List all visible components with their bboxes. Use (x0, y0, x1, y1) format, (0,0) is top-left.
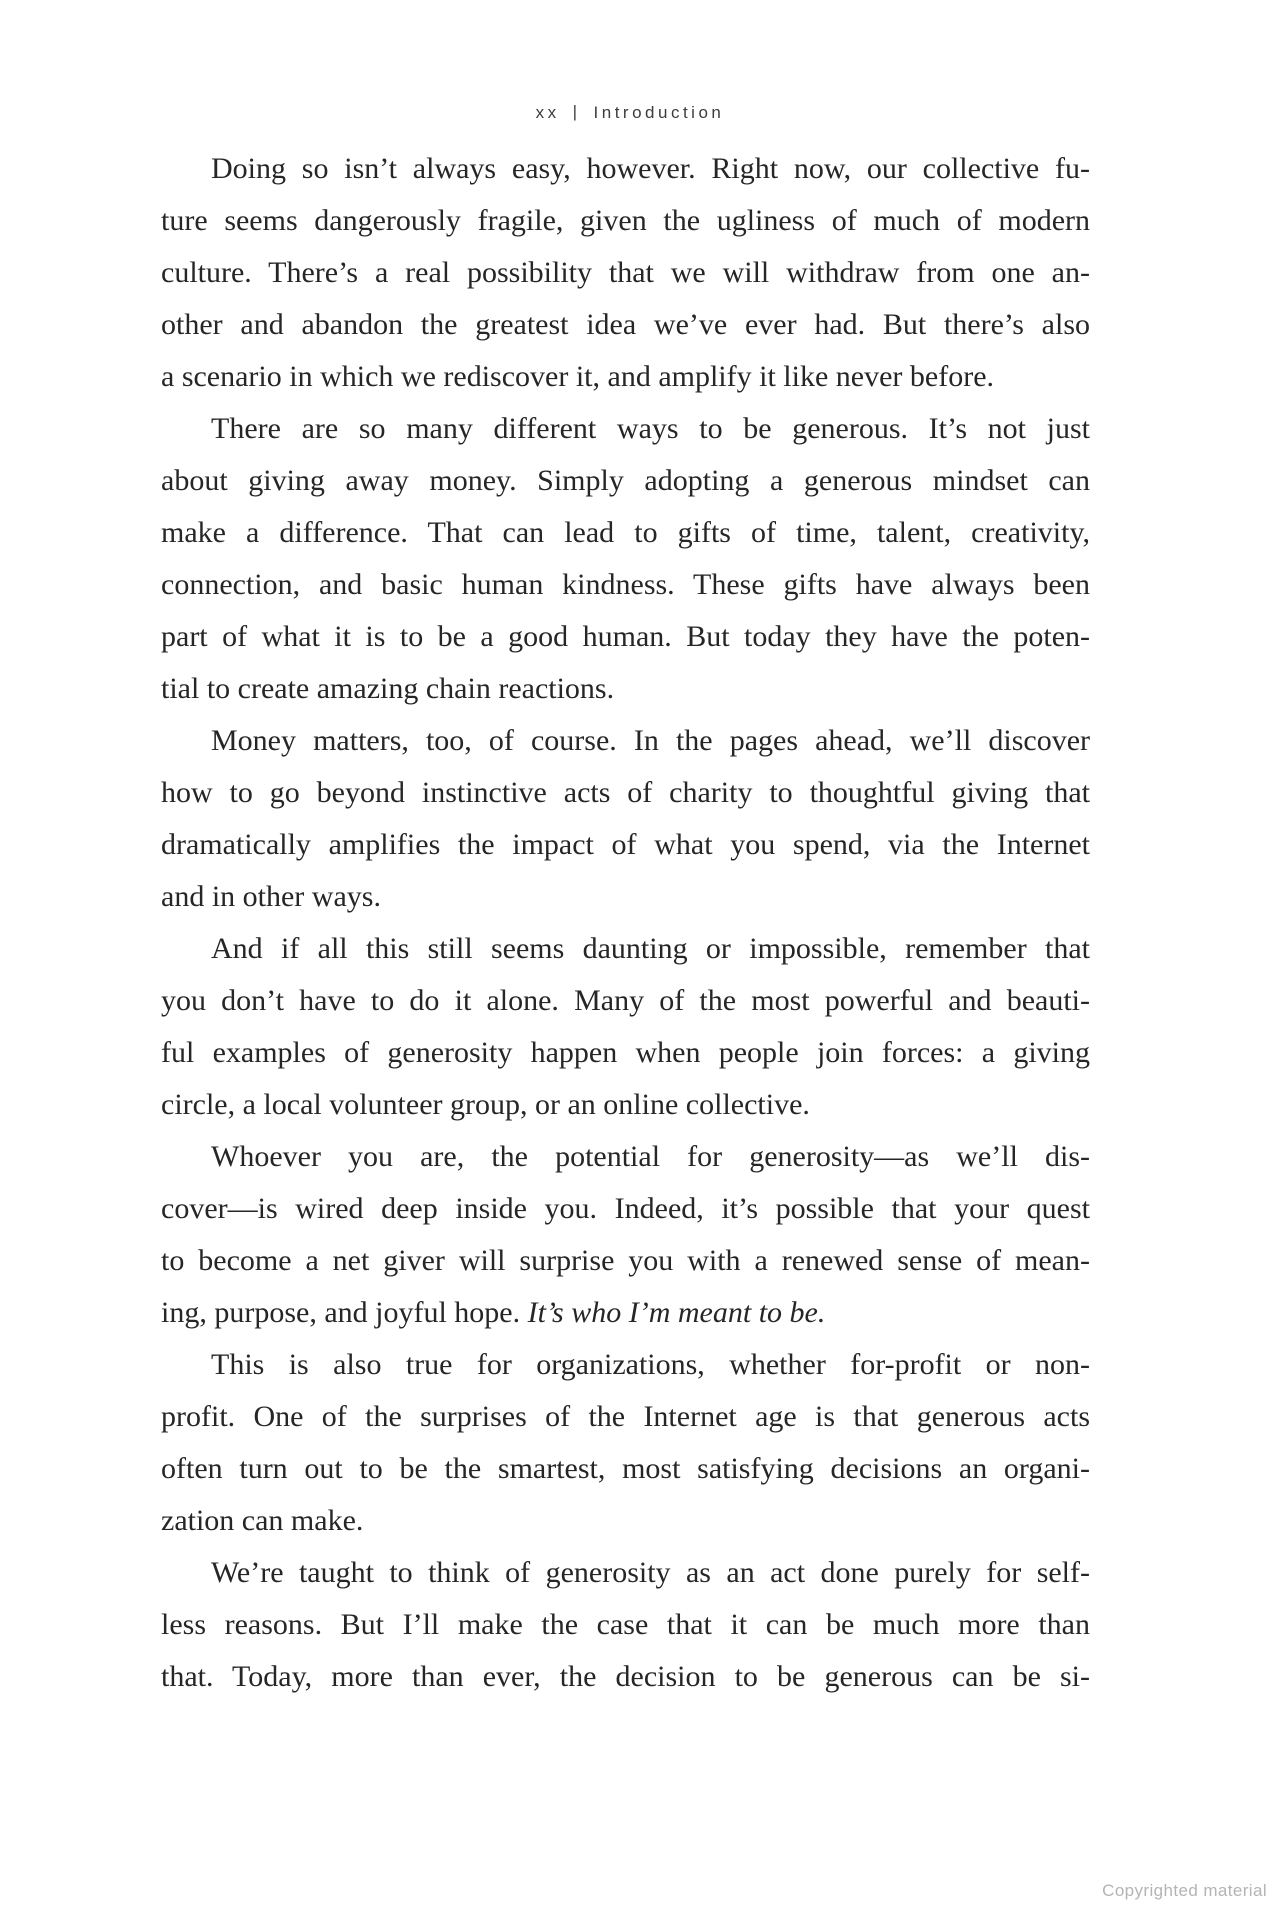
text-line (161, 1287, 1090, 1339)
text-line: that. Today, more than ever, the decision to be generous can be si- (161, 1660, 1090, 1693)
text-line: about giving away money. Simply adopting a generous mindset can (161, 464, 1090, 497)
text-line: how to go beyond instinctive acts of charity to thoughtful giving that (161, 776, 1090, 809)
page-number: xx (535, 103, 560, 122)
text-line: other and abandon the greatest idea we’ve ever had. But there’s also (161, 308, 1090, 341)
header-separator: | (572, 102, 581, 121)
text-line: Doing so isn’t always easy, however. Right now, our collective fu- (211, 152, 1090, 185)
text-line: and in other ways. (161, 880, 381, 913)
running-header (0, 103, 1260, 123)
text-line: part of what it is to be a good human. But today they have the poten- (161, 620, 1090, 653)
text-run: ing, purpose, and joyful hope. (161, 1296, 528, 1329)
text-line: profit. One of the surprises of the Internet age is that generous acts (161, 1400, 1090, 1433)
copyright-watermark: Copyrighted material (1102, 1881, 1267, 1900)
text-line: often turn out to be the smartest, most satisfying decisions an organi- (161, 1452, 1090, 1485)
text-line: you don’t have to do it alone. Many of the most powerful and beauti- (161, 984, 1090, 1017)
text-line: ture seems dangerously fragile, given the ugliness of much of modern (161, 204, 1090, 237)
text-line: make a difference. That can lead to gifts of time, talent, creativity, (161, 516, 1090, 549)
text-line: cover—is wired deep inside you. Indeed, it’s possible that your quest (161, 1192, 1090, 1225)
text-line: There are so many different ways to be generous. It’s not just (211, 412, 1090, 445)
text-line: We’re taught to think of generosity as an act done purely for self- (211, 1556, 1090, 1589)
page-text-block (161, 143, 1090, 1703)
text-line: Money matters, too, of course. In the pages ahead, we’ll discover (211, 724, 1090, 757)
text-line: Whoever you are, the potential for generosity—as we’ll dis- (211, 1140, 1090, 1173)
chapter-title: Introduction (593, 103, 725, 122)
text-line: dramatically amplifies the impact of what you spend, via the Internet (161, 828, 1090, 861)
text-line: to become a net giver will surprise you with a renewed sense of mean- (161, 1244, 1090, 1277)
text-line: less reasons. But I’ll make the case that it can be much more than (161, 1608, 1090, 1641)
text-line: And if all this still seems daunting or impossible, remember that (211, 932, 1090, 965)
text-line: a scenario in which we rediscover it, and amplify it like never before. (161, 360, 995, 393)
text-line: tial to create amazing chain reactions. (161, 672, 615, 705)
italic-text-run: It’s who I’m meant to be. (527, 1296, 826, 1329)
text-line: ful examples of generosity happen when people join forces: a giving (161, 1036, 1090, 1069)
text-line: circle, a local volunteer group, or an online collective. (161, 1088, 810, 1121)
text-line: This is also true for organizations, whether for-profit or non- (211, 1348, 1090, 1381)
text-line: connection, and basic human kindness. These gifts have always been (161, 568, 1090, 601)
text-line: culture. There’s a real possibility that we will withdraw from one an- (161, 256, 1090, 289)
text-line: zation can make. (161, 1504, 364, 1537)
